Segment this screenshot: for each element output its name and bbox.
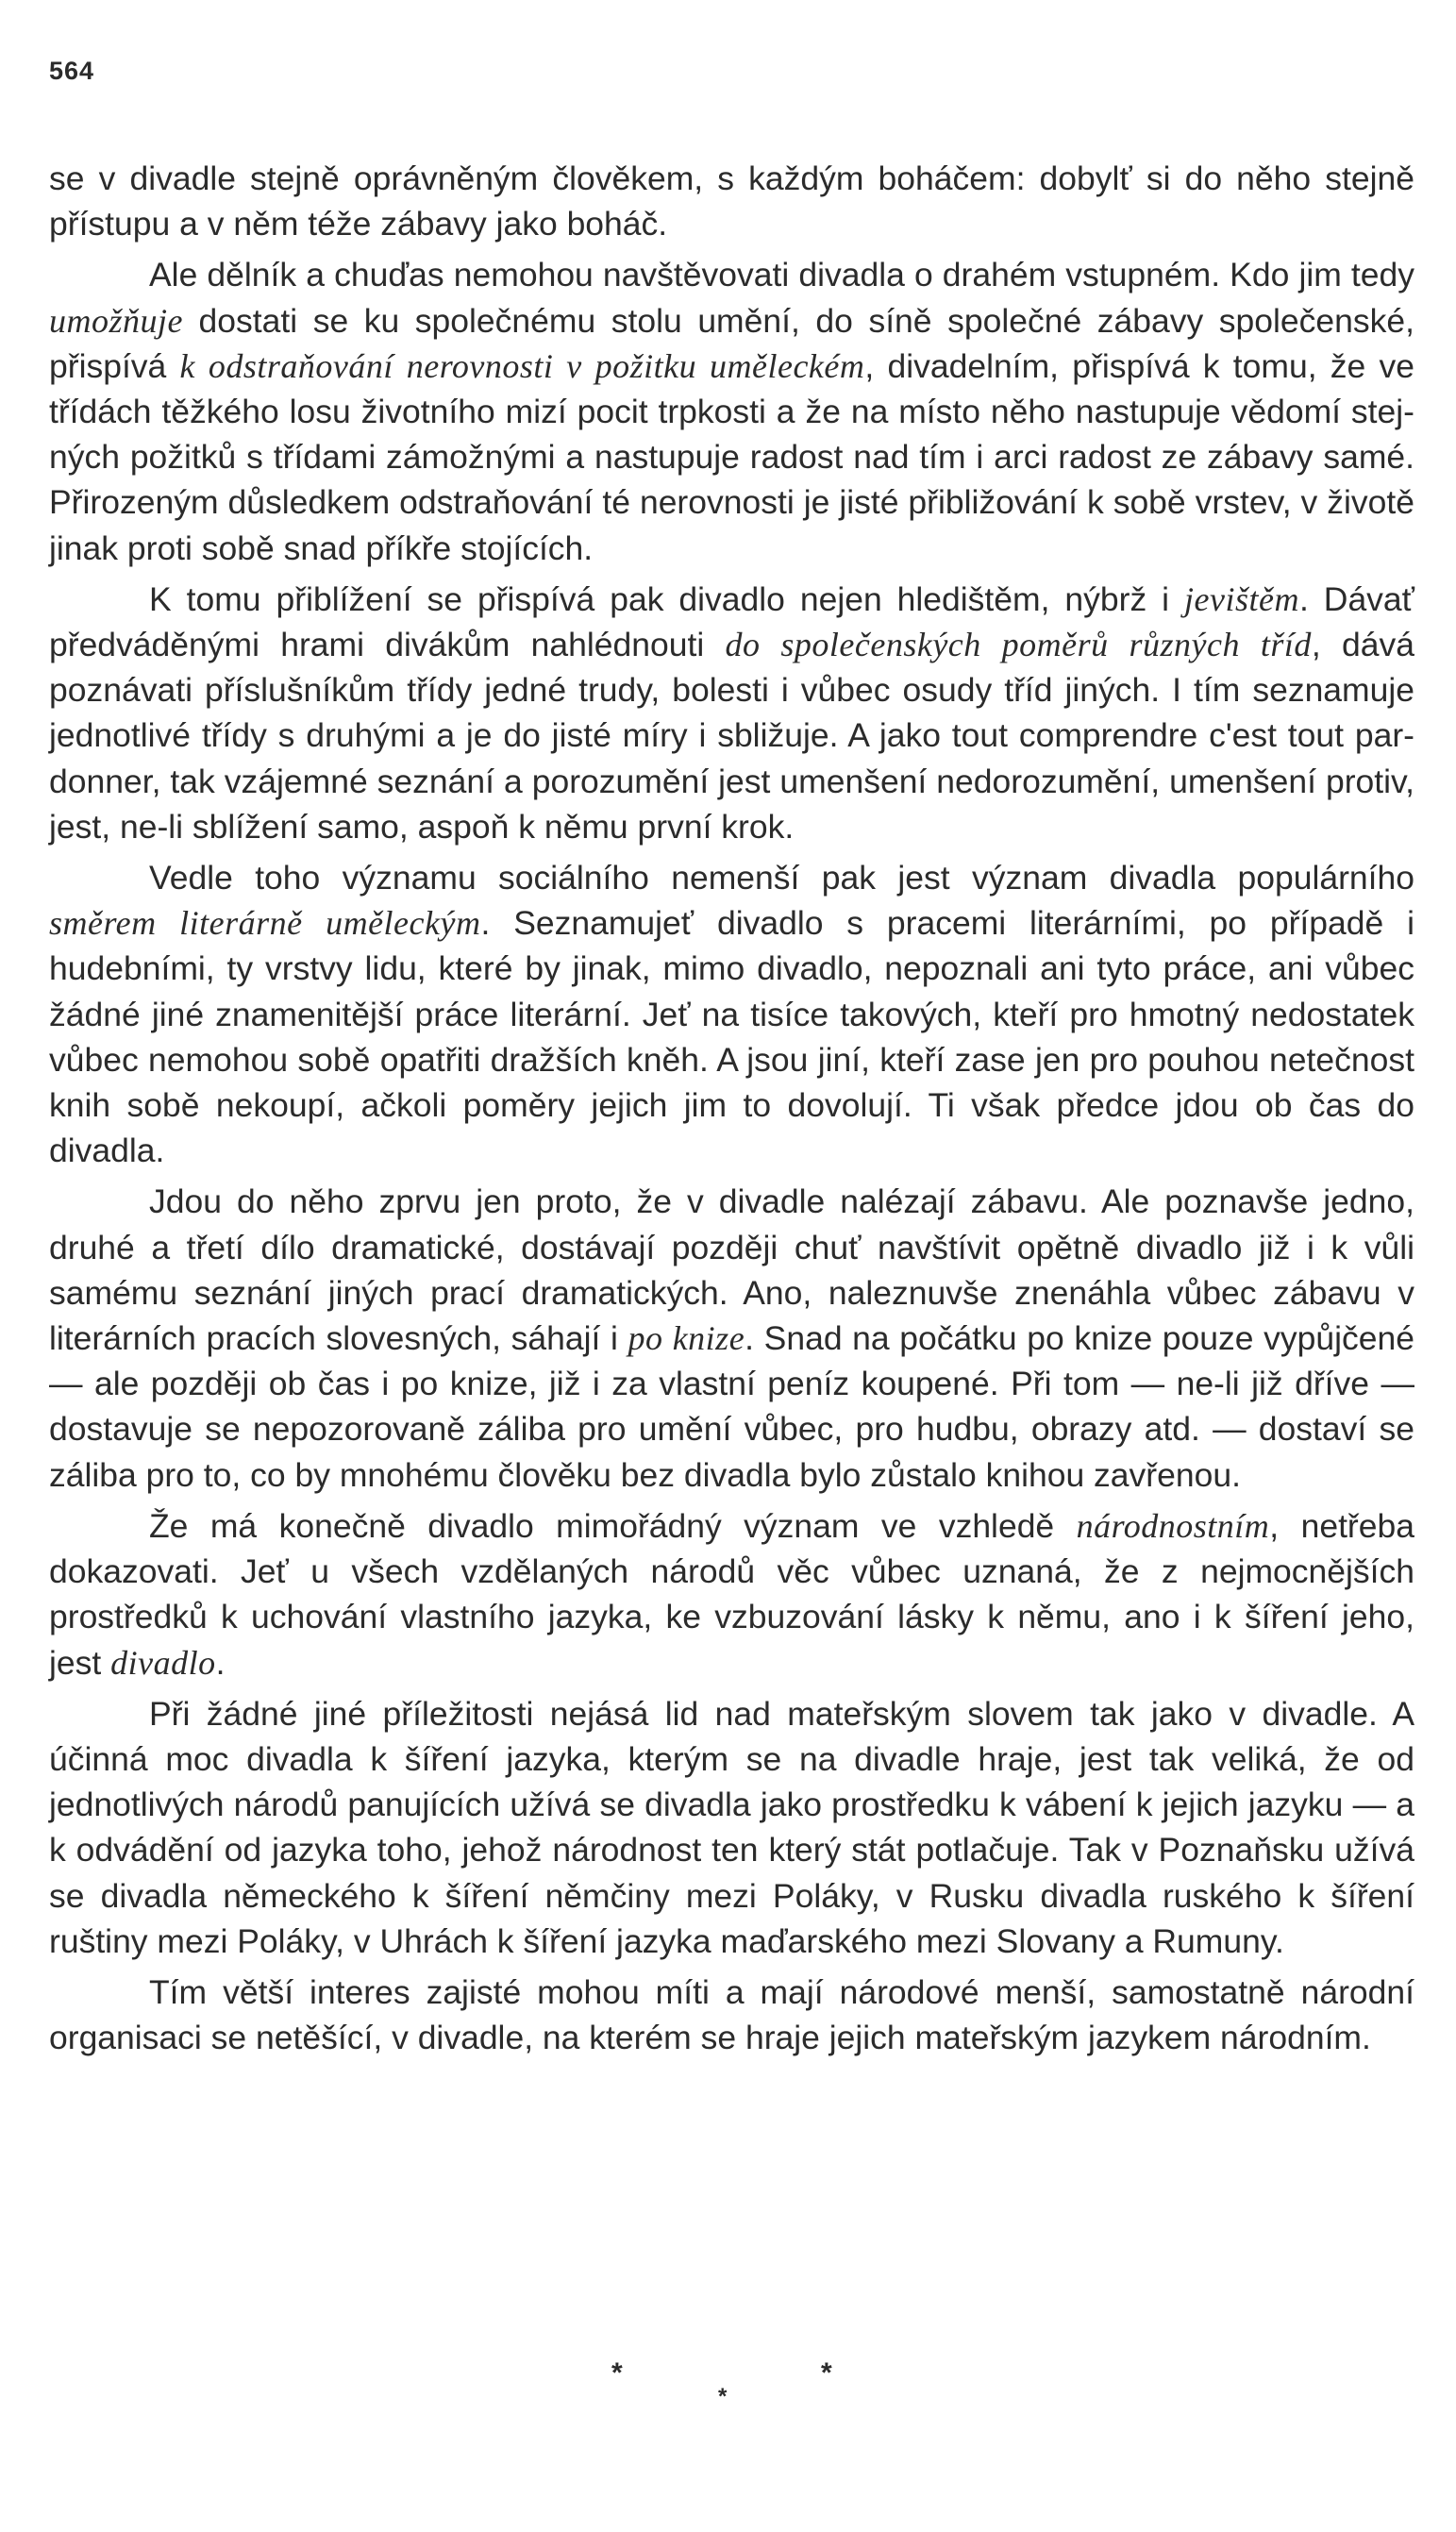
paragraph — [49, 1970, 1414, 2060]
emphasized-text: jevištěm — [1184, 579, 1299, 618]
paragraph — [49, 1691, 1414, 1964]
text-run: . Dávať předváděnými hrami divákům nahlédnouti — [49, 579, 1414, 664]
section-break-star-left: * — [611, 2357, 623, 2389]
section-break-star-right: * — [821, 2357, 832, 2389]
emphasized-text: do společenských poměrů různých tříd — [725, 626, 1312, 664]
emphasized-text: k odstraňování nerovnosti v požitku uměleckém — [179, 346, 865, 385]
section-break-star-middle: * — [718, 2384, 728, 2409]
paragraph — [49, 252, 1414, 570]
text-run: Ale dělník a chuďas nemohou navštěvovati divadla o drahém vstupném. Kdo jim tedy — [149, 256, 1414, 294]
text-run: Jdou do něho zprvu jen proto, že v divadle nalézají zábavu. Ale poznavše jedno, druhé a třetí dílo dramatické, dostávají později chuť navštívit opětně divadlo již i k vůli samému seznání jiných prací dramatických. Ano, naleznuvše znenáhla vůbec zábavu v literárních pracích slovesných, sáhají i — [49, 1182, 1414, 1358]
emphasized-text: umožňuje — [49, 301, 183, 340]
page-number: 564 — [49, 57, 95, 85]
section-break — [0, 2357, 1456, 2423]
paragraph — [49, 1179, 1414, 1497]
paragraph — [49, 156, 1414, 246]
text-run: , dává poznávati příslušníkům třídy jedné trudy, bolesti i vůbec osudy tříd jiných. I tím seznamuje jednotlivé třídy s druhými a je do jisté míry i sbližuje. A jako tout comprendre c'est tout pardonner, tak vzájemné seznání a porozumění jest umenšení nedorozumění, umenšení protiv, jest, ne-li sblížení samo, aspoň k němu první krok. — [49, 626, 1414, 846]
text-run: Že má konečně divadlo mimořádný význam ve vzhledě — [149, 1506, 1077, 1545]
text-run: . — [215, 1643, 226, 1682]
emphasized-text: po knize — [628, 1319, 745, 1358]
emphasized-text: divadlo — [110, 1643, 216, 1682]
paragraph — [49, 1503, 1414, 1685]
paragraph — [49, 855, 1414, 1173]
text-run: , divadelním, přispívá k tomu, že ve třídách těžkého losu životního mizí pocit trpkosti a že na místo něho nastupuje vědomí stejných požitků s třídami zámožnými a nastupuje radost nad tím i arci radost ze zábavy samé. Přirozeným důsledkem odstraňování té nerovnosti je jisté přibližování k sobě vrstev, v životě jinak proti sobě snad příkře stojících. — [49, 346, 1415, 567]
text-run: dostati se ku společnému stolu umění, do síně společné zábavy společenské, přispívá — [49, 301, 1414, 385]
text-run: se v divadle stejně oprávněným člověkem, s každým boháčem: dobylť si do něho stejně přístupu a v něm téže zábavy jako boháč. — [49, 159, 1414, 243]
paragraph — [49, 577, 1414, 849]
text-run: , netřeba dokazovati. Jeť u všech vzdělaných národů věc vůbec uznaná, že z nejmocnějších prostředků k uchování vlastního jazyka, ke vzbuzování lásky k němu, ano i k šíření jeho, jest — [49, 1506, 1414, 1682]
text-run: . Seznamujeť divadlo s pracemi literárními, po případě i hudebními, ty vrstvy lidu, které by jinak, mimo divadlo, nepoznali ani tyto práce, ani vůbec žádné jiné znamenitější práce literární. Jeť na tisíce takových, kteří pro hmotný nedostatek vůbec nemohou sobě opatřiti dražších kněh. A jsou jiní, kteří zase jen pro pouhou netečnost knih sobě nekoupí, ačkoli poměry jejich jim to dovolují. Ti však předce jdou ob čas do divadla. — [49, 904, 1414, 1170]
emphasized-text: národnostním — [1076, 1506, 1270, 1545]
body-text — [49, 156, 1414, 2066]
text-run: Vedle toho významu sociálního nemenší pak jest význam divadla populárního — [149, 859, 1414, 897]
text-run: . Snad na počátku po knize pouze vypůjčené — ale později ob čas i po knize, již i za vlastní peníz koupené. Při tom — ne-li již dříve — dostavuje se nepozorovaně záliba pro umění vůbec, pro hudbu, obrazy atd. — dostaví se záliba pro to, co by mnohému člověku bez divadla bylo zůstalo knihou zavřenou. — [49, 1319, 1414, 1494]
emphasized-text: směrem literárně uměleckým — [49, 904, 481, 943]
text-run: Tím větší interes zajisté mohou míti a mají národové menší, samostatně národní organisaci se netěšící, v divadle, na kterém se hraje jejich mateřským jazykem národním. — [49, 1972, 1414, 2057]
text-run: K tomu přiblížení se přispívá pak divadlo nejen hledištěm, nýbrž i — [149, 579, 1185, 618]
text-run: Při žádné jiné příležitosti nejásá lid nad mateřským slovem tak jako v divadle. A účinná moc divadla k šíření jazyka, kterým se na divadle hraje, jest tak veliká, že od jednotlivých národů panujících užívá se divadla jako prostředku k vábení k jejich jazyku — a k odvádění od jazyka toho, jehož národnost ten který stát potlačuje. Tak v Poznaňsku užívá se divadla německého k šíření němčiny mezi Poláky, v Rusku divadla ruského k šíření ruštiny mezi Poláky, v Uhrách k šíření jazyka maďarského mezi Slovany a Rumuny. — [49, 1694, 1414, 1960]
